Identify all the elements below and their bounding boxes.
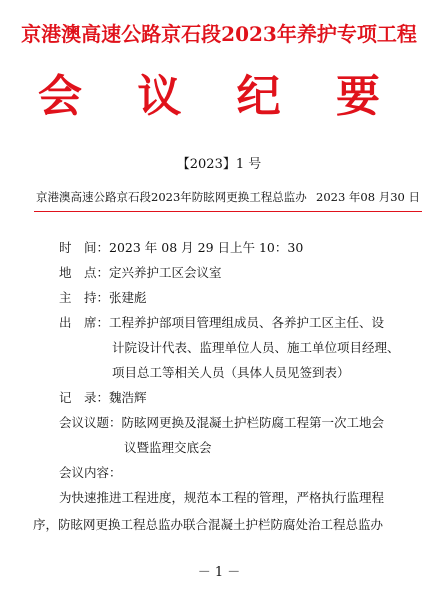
- page-number: － 1 －: [197, 565, 241, 580]
- issue-date: 2023 年08 月30 日: [316, 190, 420, 204]
- document-number: 【2023】1 号: [176, 157, 262, 172]
- document-title: 会 议 纪 要: [38, 71, 400, 122]
- meeting-place-label: 地 点：: [59, 265, 110, 280]
- meeting-topic-row: [59, 410, 419, 435]
- meeting-content-label: 会议内容：: [59, 465, 122, 480]
- meeting-host-row: [59, 285, 419, 310]
- meeting-topic-line1: 防眩网更换及混凝土护栏防腐工程第一次工地会: [121, 415, 385, 430]
- meeting-attendees-label: 出 席：: [59, 315, 110, 330]
- meeting-time-value: 2023 年 08 月 29 日上午 10：30: [109, 240, 304, 255]
- meeting-attendees-line1: 工程养护部项目管理组成员、各养护工区主任、设: [109, 315, 385, 330]
- meeting-place-value: 定兴养护工区会议室: [109, 265, 222, 280]
- meeting-attendees-line3: 项目总工等相关人员（具体人员见签到表）: [112, 365, 350, 380]
- red-divider: [34, 211, 422, 212]
- meeting-content-line1: 为快速推进工程进度，规范本工程的管理，严格执行监理程: [59, 490, 385, 505]
- meeting-host-label: 主 持：: [59, 290, 110, 305]
- meeting-time-label: 时 间：: [59, 240, 110, 255]
- organization-header: 京港澳高速公路京石段2023年养护专项工程: [21, 22, 417, 46]
- meeting-host-value: 张建彪: [109, 290, 147, 305]
- meeting-topic-line2: 议暨监理交底会: [124, 440, 212, 455]
- meeting-topic-label: 会议议题：: [59, 415, 122, 430]
- meeting-attendees-row: [59, 310, 419, 335]
- meeting-time-row: [59, 235, 419, 260]
- meeting-place-row: [59, 260, 419, 285]
- meeting-recorder-value: 魏浩辉: [109, 390, 147, 405]
- meeting-attendees-line2: 计院设计代表、监理单位人员、施工单位项目经理、: [112, 340, 400, 355]
- meeting-recorder-row: [59, 385, 419, 410]
- meeting-recorder-label: 记 录：: [59, 390, 110, 405]
- meeting-content-line2: 序，防眩网更换工程总监办联合混凝土护栏防腐处治工程总监办: [33, 517, 384, 532]
- issuer-name: 京港澳高速公路京石段2023年防眩网更换工程总监办: [36, 190, 307, 204]
